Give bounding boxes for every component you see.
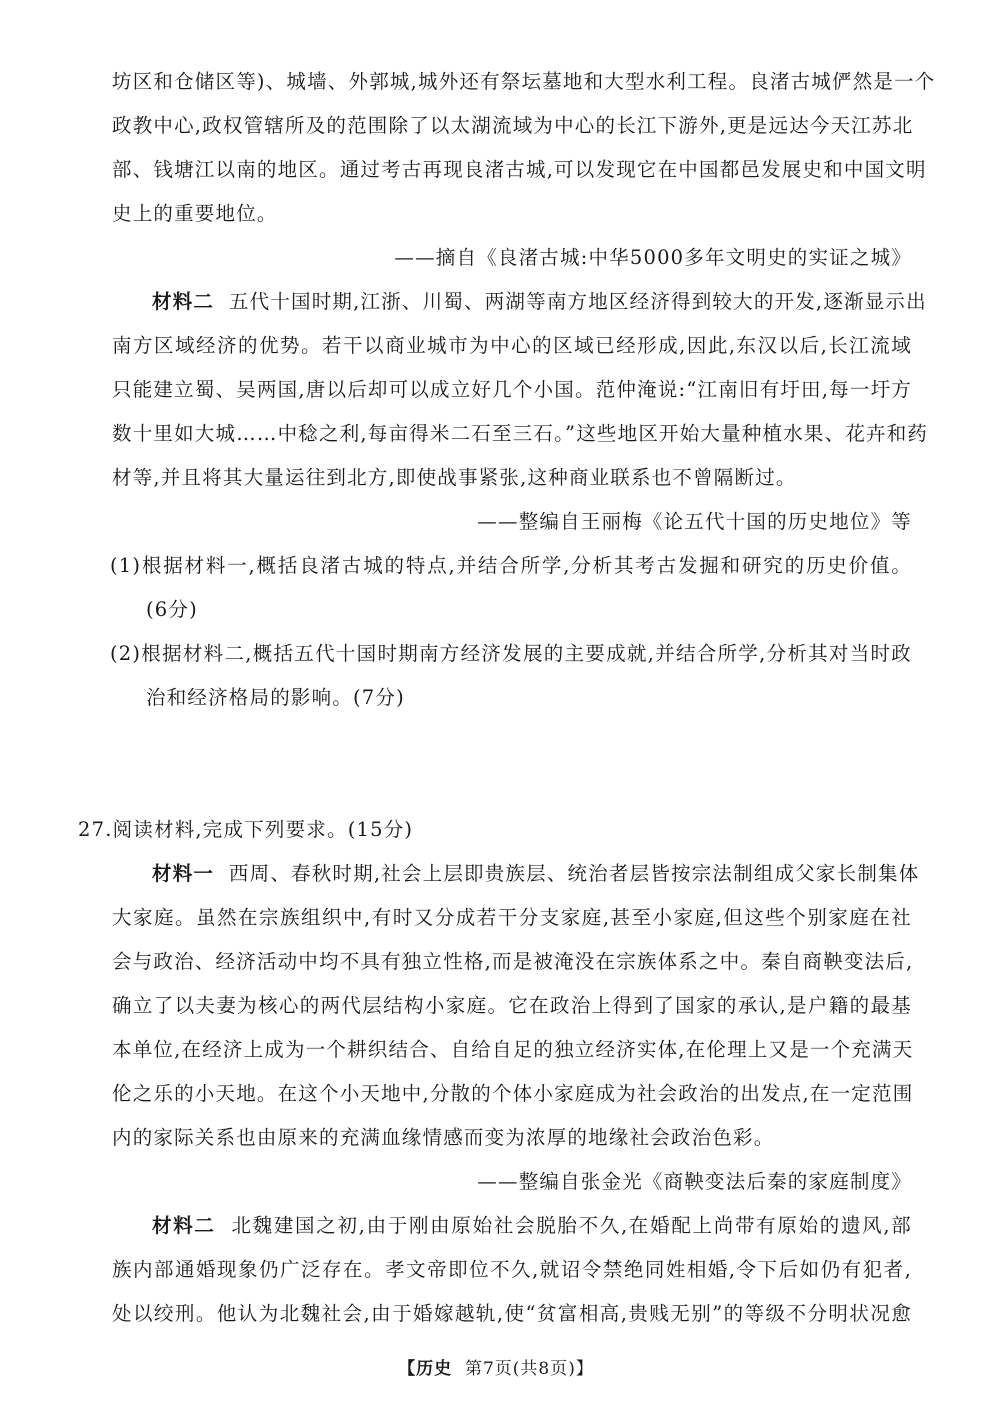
question-1-line: (1)根据材料一,概括良渚古城的特点,并结合所学,分析其考古发掘和研究的历史价值。 <box>110 554 912 577</box>
question-27 <box>78 808 920 1336</box>
material1-continued <box>112 60 936 280</box>
questions-q26 <box>112 544 912 720</box>
q27-material1 <box>112 852 920 1204</box>
paragraph-line: 政教中心,政权管辖所及的范围除了以太湖流域为中心的长江下游外,更是远达今天江苏北 <box>112 114 914 137</box>
paragraph-line: 南方区域经济的优势。若干以商业城市为中心的区域已经形成,因此,东汉以后,长江流域 <box>112 334 912 357</box>
material-label: 材料一 <box>152 862 215 885</box>
paragraph-text: 五代十国时期,江浙、川蜀、两湖等南方地区经济得到较大的开发,逐渐显示出 <box>228 290 927 313</box>
source-citation: ——整编自张金光《商鞅变法后秦的家庭制度》 <box>477 1170 912 1193</box>
paragraph-line: 坊区和仓储区等)、城墙、外郭城,城外还有祭坛墓地和大型水利工程。良渚古城俨然是一个 <box>112 70 936 93</box>
question-2-line: (2)根据材料二,概括五代十国时期南方经济发展的主要成就,并结合所学,分析其对当时政 <box>110 642 912 665</box>
question-heading: 27.阅读材料,完成下列要求。(15分) <box>78 818 414 841</box>
question-2-line: 治和经济格局的影响。(7分) <box>146 686 405 709</box>
material-label: 材料二 <box>152 290 215 313</box>
paragraph-line: 数十里如大城……中稔之利,每亩得米二石至三石。”这些地区开始大量种植水果、花卉和药 <box>112 422 929 445</box>
paragraph-line: 大家庭。虽然在宗族组织中,有时又分成若干分支家庭,甚至小家庭,但这些个别家庭在社 <box>112 906 912 929</box>
page-footer <box>0 1354 992 1379</box>
q27-material2 <box>112 1204 912 1336</box>
footer-page-info: 第7页(共8页)】 <box>464 1359 594 1379</box>
paragraph-first-line <box>112 1204 912 1248</box>
paragraph-line: 本单位,在经济上成为一个耕织结合、自给自足的独立经济实体,在伦理上又是一个充满天 <box>112 1038 914 1061</box>
paragraph-text: 西周、春秋时期,社会上层即贵族层、统治者层皆按宗法制组成父家长制集体 <box>228 862 920 885</box>
paragraph-line: 材等,并且将其大量运往到北方,即使战事紧张,这种商业联系也不曾隔断过。 <box>112 466 797 489</box>
paragraph-line: 部、钱塘江以南的地区。通过考古再现良渚古城,可以发现它在中国都邑发展史和中国文明 <box>112 158 927 181</box>
section-gap <box>112 720 912 808</box>
paragraph-line: 族内部通婚现象仍广泛存在。孝文帝即位不久,就诏令禁绝同姓相婚,令下后如仍有犯者, <box>112 1258 912 1281</box>
paragraph-first-line <box>112 280 927 324</box>
paragraph-line: 只能建立蜀、吴两国,唐以后却可以成立好几个小国。范仲淹说:“江南旧有圩田,每一圩方 <box>112 378 912 401</box>
paragraph-line: 伦之乐的小天地。在这个小天地中,分散的个体小家庭成为社会政治的出发点,在一定范围 <box>112 1082 914 1105</box>
paragraph-line: 史上的重要地位。 <box>112 202 278 225</box>
paragraph-line: 确立了以夫妻为核心的两代层结构小家庭。它在政治上得到了国家的承认,是户籍的最基 <box>112 994 912 1017</box>
document-page <box>78 60 936 1336</box>
paragraph-text: 北魏建国之初,由于刚由原始社会脱胎不久,在婚配上尚带有原始的遗风,部 <box>231 1214 912 1237</box>
paragraph-line: 处以绞刑。他认为北魏社会,由于婚嫁越轨,使“贫富相高,贵贱无别”的等级不分明状况愈 <box>112 1302 912 1325</box>
paragraph-line: 会与政治、经济活动中均不具有独立性格,而是被淹没在宗族体系之中。秦自商鞅变法后, <box>112 950 914 973</box>
material2-q26 <box>112 280 929 544</box>
footer-subject: 【历史 <box>398 1359 453 1379</box>
question-1-score: (6分) <box>146 598 198 621</box>
material-label: 材料二 <box>152 1214 216 1237</box>
source-citation: ——整编自王丽梅《论五代十国的历史地位》等 <box>477 510 912 533</box>
source-citation: ——摘自《良渚古城:中华5000多年文明史的实证之城》 <box>394 246 912 269</box>
paragraph-line: 内的家际关系也由原来的充满血缘情感而变为浓厚的地缘社会政治色彩。 <box>112 1126 775 1149</box>
paragraph-first-line <box>112 852 920 896</box>
